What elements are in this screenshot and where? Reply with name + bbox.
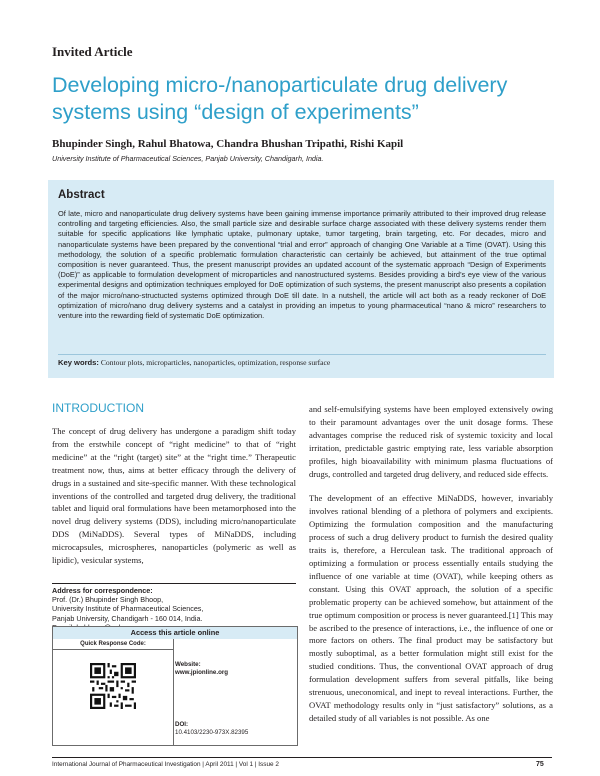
author-list: Bhupinder Singh, Rahul Bhatowa, Chandra Bhushan Tripathi, Rishi Kapil [52,138,404,150]
journal-footer: International Journal of Pharmaceutical Investigation | April 2011 | Vol 1 | Issue 2 [52,761,279,768]
access-heading: Access this article online [53,627,297,639]
qr-code-icon[interactable] [90,663,136,709]
doi-label: DOI: [175,721,189,728]
affiliation: University Institute of Pharmaceutical Sciences, Panjab University, Chandigarh, India. [52,154,324,163]
intro-column-left [52,425,296,567]
intro-column-right [309,403,553,725]
qr-cell [53,639,174,745]
article-type-label: Invited Article [52,44,133,59]
intro-paragraph-1: The concept of drug delivery has undergone a paradigm shift today from the erstwhile concept of “right medicine” to that of “right medicine” at the “right (target) site” at the “right time.” Therapeutic treatment now, thus, aims at better efficacy through the delivery of drugs in a sustained and site-specific manner. With these technological inventions of the controlled and targeted drug delivery, the traditional tablet and liquid oral formulations have been metamorphosed into the novel drug delivery systems (DDS), including micro/nanoparticulate DDS (MiNaDDS). Several types of MiNaDDS, including microcapsules, microspheres, nanoparticles (polymeric as well as lipidic), vesicular systems, [52,426,296,566]
abstract-box [48,180,554,378]
article-title: Developing micro-/nanoparticulate drug delivery systems using “design of experiments” [52,73,508,124]
intro-paragraph-2: and self-emulsifying systems have been employed extensively owing to their paramount advantages over the unit dosage forms. These advantages comprise the reduced risk of systemic toxicity and local irritation, predictable gastric emptying rate, less variable absorption profiles, high bioavailability with minimum plasma fluctuations of drugs, controlled and targeted drug delivery, and reduced side effects. [309,404,553,479]
correspondence-line: University Institute of Pharmaceutical Sciences, [52,604,204,614]
correspondence-line: Panjab University, Chandigarh - 160 014, India. [52,613,203,623]
footer-divider [52,757,552,758]
page-number: 75 [536,761,544,768]
correspondence-line: Prof. (Dr.) Bhupinder Singh Bhoop, [52,595,164,605]
access-info [175,641,293,737]
qr-label: Quick Response Code: [53,641,173,650]
abstract-heading: Abstract [58,189,105,201]
keywords [58,354,546,367]
intro-paragraph-3: The development of an effective MiNaDDS, however, invariably involves rational blending of a plethora of polymers and excipients. Optimizing the formulation composition and the manufacturing process of such a drug delivery product to furnish the desired quality traits is, therefore, a Herculean task. The traditional approach of optimizing a formulation or process essentially entails studying the influence of one variable at time (OVAT), while keeping others as constant. Using this OVAT approach, the solution of a specific problematic property can be achieved somehow, but attainment of the true optimum composition or process is never guaranteed.[1] This may be ascribed to the presence of interactions, i.e., the influence of one or more factors on others. The final product may be satisfactory but mostly suboptimal, as a better formulation might still exist for the studied conditions. Thus, the conventional OVAT approach of drug formulation development suffers from several pitfalls, like being strenuous, uneconomical, and inept to reveal interactions. Further, the OVAT methodology results only in “just satisfactory” solutions, as a detailed study of all variables is not possible. As one [309,493,553,723]
correspondence-divider [52,583,296,584]
website-label: Website: [175,661,201,668]
keywords-label: Key words: [58,358,99,367]
keywords-list: Contour plots, microparticles, nanoparticles, optimization, response surface [100,358,331,367]
doi-value[interactable]: 10.4103/2230-973X.82395 [175,729,249,736]
section-heading-introduction: INTRODUCTION [52,401,144,415]
abstract-text: Of late, micro and nanoparticulate drug delivery systems have been gaining immense importance primarily attributed to their improved drug release controlling and targeting efficiencies. Also, the small particle size and desirable surface charge associated with these delivery systems render them suitable for specific applications like lymphatic uptake, pulmonary uptake, tumor targeting, brain targeting, etc. For decades, micro and nanoparticulate systems have been prepared by the conventional “trial and error” approach of changing One Variable at a Time (OVAT). Using this methodology, the solution of a specific problematic formulation characteristic can certainly be achieved, but attainment of the true optimal composition is never guaranteed. Thus, the present manuscript provides an updated account of the systematic approach “Design of Experiments (DoE)” as applicable to formulation development of microparticles and nanostructured systems. Besides providing a bird’s eye view of the various experimental designs and optimization techniques employed for DoE optimization of such systems, the present manuscript also presents a copilation of the major micro/nano-structucted systems optimized through DoE till date. In a nutshell, the article will act both as a ready reckoner of DoE optimization of micro/nano drug delivery systems and a catalyst in providing an impetus to young pharmaceutical “nano & micro” researchers to venture into the rewarding field of systematic DoE optimization. [58,209,546,321]
access-online-box [52,626,298,746]
correspondence-heading: Address for correspondence: [52,586,153,595]
website-link[interactable]: www.jpionline.org [175,669,229,676]
